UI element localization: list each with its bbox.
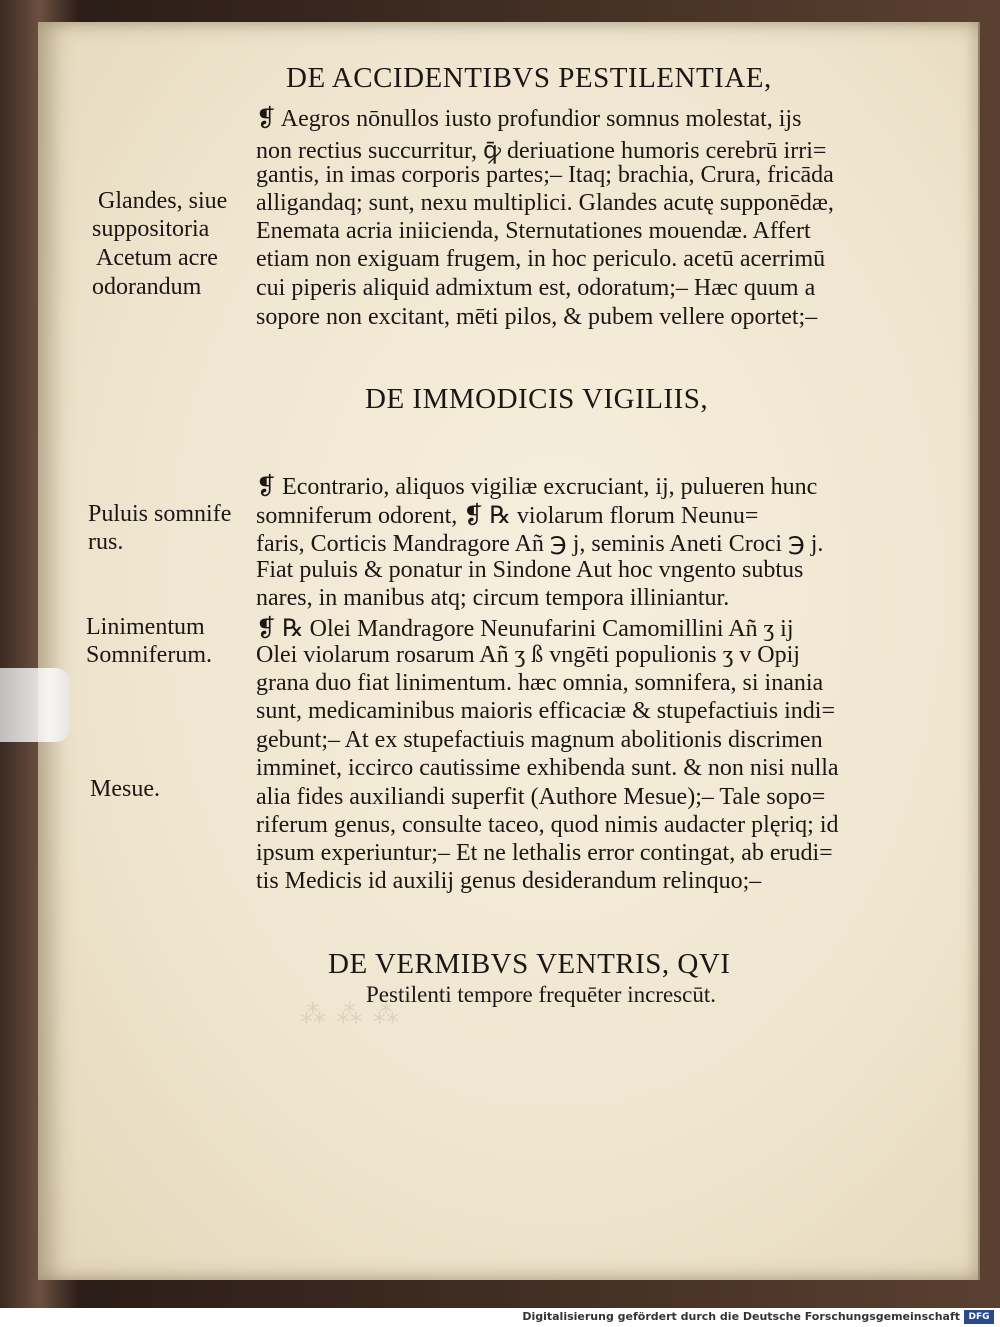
body-line: nares, in manibus atq; circum tempora illiniantur.	[256, 585, 730, 611]
body-line: ipsum experiuntur;– Et ne lethalis error contingat, ab erudi=	[256, 840, 833, 866]
margin-note: rus.	[88, 529, 124, 555]
body-line: faris, Corticis Mandragore Añ ℈ j, seminis Aneti Croci ℈ j.	[256, 531, 824, 557]
margin-note: Glandes, siue	[98, 188, 228, 214]
margin-note: Acetum acre	[96, 245, 218, 271]
body-line: Olei violarum rosarum Añ ʒ ß vngēti populionis ʒ v Opij	[256, 642, 800, 668]
margin-note: suppositoria	[92, 216, 210, 242]
body-line: alia fides auxiliandi superfit (Authore Mesue);– Tale sopo=	[256, 784, 826, 810]
bookmark-tab	[0, 668, 70, 742]
body-line: sunt, medicaminibus maioris efficaciæ & stupefactiuis indi=	[256, 698, 835, 724]
footer-bar	[0, 1308, 1000, 1327]
bleed-through-text: ⁂ ⁂ ⁂	[300, 1000, 401, 1029]
body-line: ❡ Econtrario, aliquos vigiliæ excruciant, ij, pulueren hunc	[256, 474, 818, 500]
body-line: non rectius succurritur, ꝙ̄ deriuatione humoris cerebrū irri=	[256, 138, 827, 164]
body-line: riferum genus, consulte taceo, quod nimis audacter plęriq; id	[256, 812, 839, 838]
body-line: alligandaq; sunt, nexu multiplici. Glandes acutę supponēdæ,	[256, 190, 834, 216]
body-line: imminet, iccirco cautissime exhibenda sunt. & non nisi nulla	[256, 755, 839, 781]
section2-heading: DE IMMODICIS VIGILIIS,	[365, 383, 709, 415]
dfg-logo: DFG	[964, 1310, 994, 1324]
body-line: ❡ ℞ Olei Mandragore Neunufarini Camomillini Añ ʒ ij	[256, 616, 794, 642]
body-line: cui piperis aliquid admixtum est, odoratum;– Hæc quum a	[256, 275, 816, 301]
margin-note: odorandum	[92, 274, 202, 300]
body-line: tis Medicis id auxilij genus desiderandum relinquo;–	[256, 868, 762, 894]
body-line: gantis, in imas corporis partes;– Itaq; brachia, Crura, fricāda	[256, 162, 834, 188]
body-line: somniferum odorent, ❡ ℞ violarum florum Neunu=	[256, 503, 759, 529]
margin-note: Somniferum.	[86, 642, 212, 668]
body-line: grana duo fiat linimentum. hæc omnia, somnifera, si inania	[256, 670, 824, 696]
margin-note: Puluis somnife	[88, 501, 232, 527]
footer-credit: Digitalisierung gefördert durch die Deutsche Forschungsgemeinschaft	[522, 1310, 960, 1323]
margin-note: Linimentum	[86, 614, 205, 640]
body-line: gebunt;– At ex stupefactiuis magnum abolitionis discrimen	[256, 727, 823, 753]
margin-note: Mesue.	[90, 776, 160, 802]
body-line: Fiat puluis & ponatur in Sindone Aut hoc vngento subtus	[256, 557, 804, 583]
body-line: sopore non excitant, mēti pilos, & pubem vellere oportet;–	[256, 304, 818, 330]
body-line: ❡ Aegros nōnullos iusto profundior somnus molestat, ijs	[256, 106, 802, 132]
section1-heading: DE ACCIDENTIBVS PESTILENTIAE,	[286, 62, 772, 94]
section3-subheading: Pestilenti tempore frequēter increscūt.	[366, 982, 716, 1007]
section3-heading: DE VERMIBVS VENTRIS, QVI	[328, 948, 731, 980]
body-line: etiam non exiguam frugem, in hoc periculo. acetū acerrimū	[256, 246, 826, 272]
body-line: Enemata acria iniicienda, Sternutationes mouendæ. Affert	[256, 218, 811, 244]
